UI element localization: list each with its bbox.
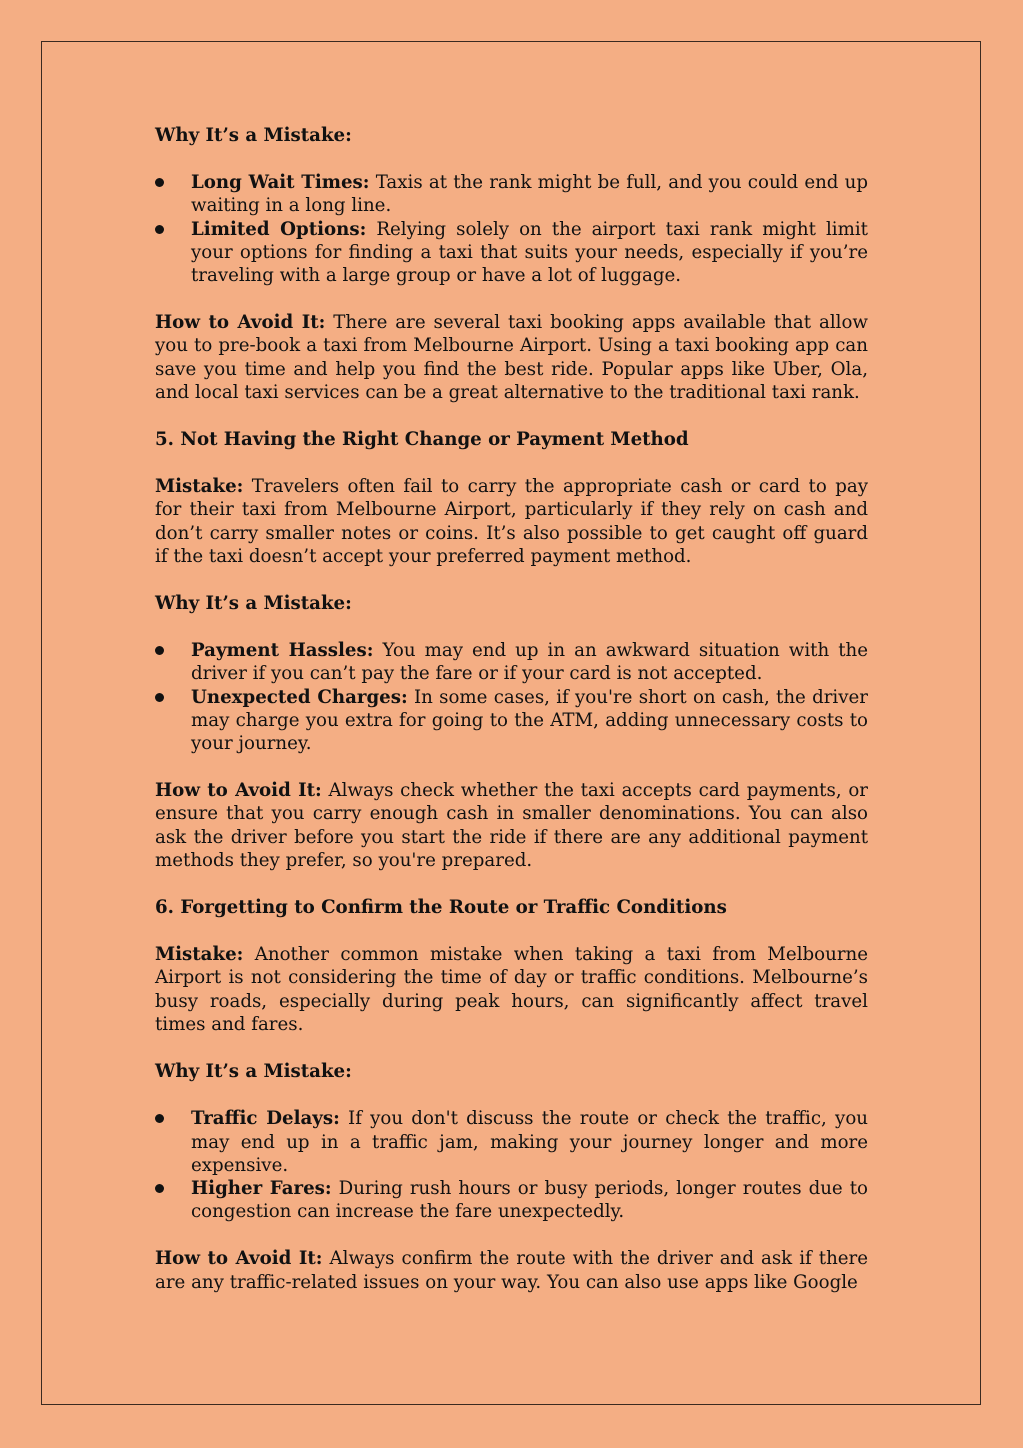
bullet-item xyxy=(155,686,868,756)
bullet-item xyxy=(155,171,868,217)
bullet-term: Higher Fares: xyxy=(191,1177,332,1199)
paragraph xyxy=(155,311,868,404)
section-heading: 6. Forgetting to Confirm the Route or Traffic Conditions xyxy=(155,897,727,919)
paragraph xyxy=(155,779,868,872)
bullet-item xyxy=(155,1107,868,1177)
bullet-text: In some cases, if you're short on cash, the driver may charge you extra for going to the ATM, adding unnecessary costs to your journey. xyxy=(191,686,868,755)
bullet-dot-icon xyxy=(155,693,164,702)
paragraph-text: Always confirm the route with the driver and ask if there are any traffic-related issues on your way. You can also use apps like Google xyxy=(155,1248,868,1293)
paragraph-text: Another common mistake when taking a taxi from Melbourne Airport is not considering the time of day or traffic conditions. Melbourne’s busy roads, especially during peak hours, can significantly affect travel times and fares. xyxy=(155,944,868,1035)
bullet-term: Payment Hassles: xyxy=(191,640,374,662)
paragraph-text: Travelers often fail to carry the appropriate cash or card to pay for their taxi from Melbourne Airport, particularly if they rely on cash and don’t carry smaller notes or coins. It’s also possible to get caught off guard if the taxi doesn’t accept your preferred payment method. xyxy=(155,476,868,567)
bullet-term: Limited Options: xyxy=(191,218,367,240)
bullet-dot-icon xyxy=(155,178,164,187)
bullet-item xyxy=(155,1177,868,1223)
paragraph xyxy=(155,475,868,568)
paragraph xyxy=(155,943,868,1036)
bullet-dot-icon xyxy=(155,1114,164,1123)
paragraph-lead-term: How to Avoid It: xyxy=(155,780,322,802)
paragraph-lead-term: Mistake: xyxy=(155,944,244,966)
paragraph-text: Always check whether the taxi accepts card payments, or ensure that you carry enough cash in smaller denominations. You can also ask the driver before you start the ride if there are any additional payment methods they prefer, so you're prepared. xyxy=(155,780,868,871)
bullet-list xyxy=(155,639,868,755)
section-heading: Why It’s a Mistake: xyxy=(155,593,352,615)
bullet-list xyxy=(155,171,868,287)
section-heading: 5. Not Having the Right Change or Payment Method xyxy=(155,429,689,451)
bullet-text: During rush hours or busy periods, longer routes due to congestion can increase the fare unexpectedly. xyxy=(191,1177,868,1223)
paragraph-lead-term: How to Avoid It: xyxy=(155,312,326,334)
bullet-term: Long Wait Times: xyxy=(191,172,370,194)
bullet-text: Taxis at the rank might be full, and you could end up waiting in a long line. xyxy=(191,172,868,217)
paragraph xyxy=(155,1247,868,1293)
bullet-dot-icon xyxy=(155,1184,164,1193)
bullet-term: Traffic Delays: xyxy=(191,1108,340,1130)
section-heading: Why It’s a Mistake: xyxy=(155,1061,352,1083)
document-body xyxy=(155,124,868,1318)
bullet-dot-icon xyxy=(155,225,164,234)
bullet-term: Unexpected Charges: xyxy=(191,686,408,708)
section-heading: Why It’s a Mistake: xyxy=(155,125,352,146)
bullet-dot-icon xyxy=(155,646,164,655)
bullet-text: Relying solely on the airport taxi rank might limit your options for finding a taxi that suits your needs, especially if you’re traveling with a large group or have a lot of luggage. xyxy=(191,218,868,287)
paragraph-lead-term: Mistake: xyxy=(155,476,244,498)
bullet-item xyxy=(155,218,868,288)
paragraph-lead-term: How to Avoid It: xyxy=(155,1248,323,1270)
bullet-text: You may end up in an awkward situation with the driver if you can’t pay the fare or if your card is not accepted. xyxy=(191,640,868,685)
paragraph-text: There are several taxi booking apps available that allow you to pre-book a taxi from Melbourne Airport. Using a taxi booking app can save you time and help you find the best ride. Popular apps like Uber, Ola, and local taxi services can be a great alternative to the traditional taxi rank. xyxy=(155,312,868,403)
bullet-item xyxy=(155,639,868,685)
bullet-text: If you don't discuss the route or check the traffic, you may end up in a traffic jam, making your journey longer and more expensive. xyxy=(191,1108,868,1176)
bullet-list xyxy=(155,1107,868,1223)
